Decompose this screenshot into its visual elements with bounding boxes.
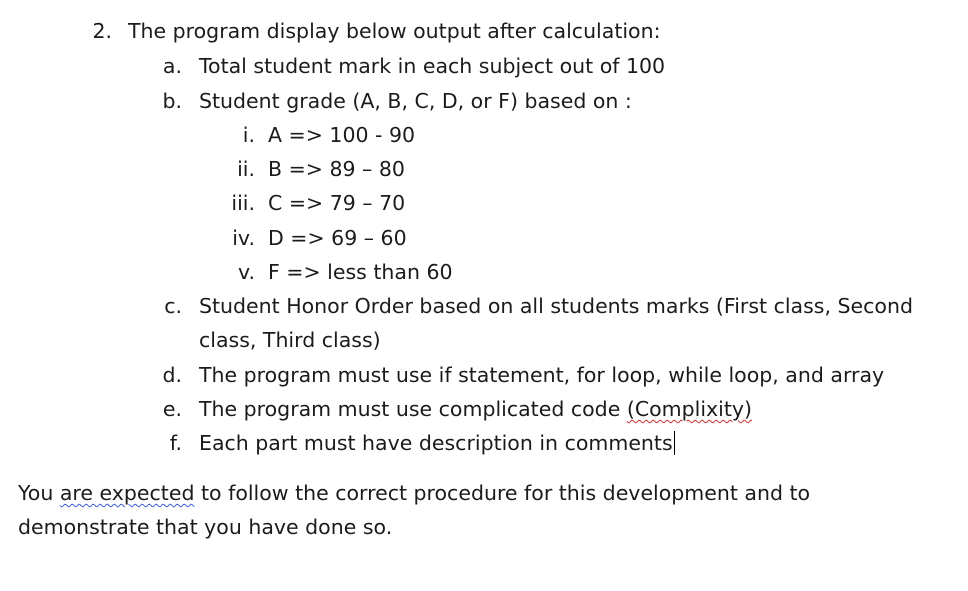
grammar-suggestion-text[interactable]: are expected — [59, 481, 195, 505]
list-item-e — [160, 392, 752, 426]
list-marker: a. — [162, 54, 182, 78]
list-marker: e. — [162, 397, 182, 421]
grade-item-i — [225, 118, 415, 152]
paragraph-text: You — [18, 481, 60, 505]
question-number: 2. — [92, 19, 112, 43]
list-marker: i. — [242, 123, 255, 147]
grade-item-ii — [225, 152, 405, 186]
grade-item-iv — [225, 221, 407, 255]
grade-text: D => 69 – 60 — [268, 226, 407, 250]
grade-item-v — [225, 255, 453, 289]
list-item-d — [160, 358, 884, 392]
closing-paragraph-line-2 — [18, 510, 392, 544]
list-item-b — [160, 84, 632, 118]
list-item-text: Each part must have description in comments — [199, 431, 673, 455]
grade-text: A => 100 - 90 — [268, 123, 416, 147]
spelling-error-text[interactable]: (Complixity) — [626, 397, 753, 421]
grade-text: F => less than 60 — [268, 260, 453, 284]
list-item-text: class, Third class) — [199, 328, 381, 352]
list-item-text: The program must use if statement, for loop, while loop, and array — [199, 363, 885, 387]
list-marker: v. — [237, 260, 255, 284]
text-cursor — [674, 431, 675, 455]
list-item-text: Total student mark in each subject out of 100 — [199, 54, 666, 78]
list-marker: d. — [162, 363, 182, 387]
grade-item-iii — [225, 186, 405, 220]
list-item-text: Student Honor Order based on all students marks (First class, Second — [199, 294, 913, 318]
list-item-f — [160, 426, 675, 460]
list-marker: iii. — [231, 191, 255, 215]
list-marker: b. — [162, 89, 182, 113]
list-item-a — [160, 49, 665, 83]
paragraph-text: demonstrate that you have done so. — [18, 515, 393, 539]
list-marker: c. — [164, 294, 182, 318]
grade-text: B => 89 – 80 — [268, 157, 405, 181]
list-marker: f. — [169, 431, 182, 455]
list-item-text: Student grade (A, B, C, D, or F) based on : — [199, 89, 632, 113]
closing-paragraph-line-1 — [18, 476, 810, 510]
list-marker: iv. — [232, 226, 255, 250]
question-text: The program display below output after calculation: — [128, 19, 661, 43]
list-item-text: The program must use complicated code — [199, 397, 627, 421]
question-2 — [86, 14, 661, 48]
paragraph-text: to follow the correct procedure for this development and to — [194, 481, 811, 505]
list-item-c — [160, 289, 913, 323]
list-marker: ii. — [237, 157, 255, 181]
list-item-c-continuation — [199, 323, 381, 357]
grade-text: C => 79 – 70 — [268, 191, 406, 215]
